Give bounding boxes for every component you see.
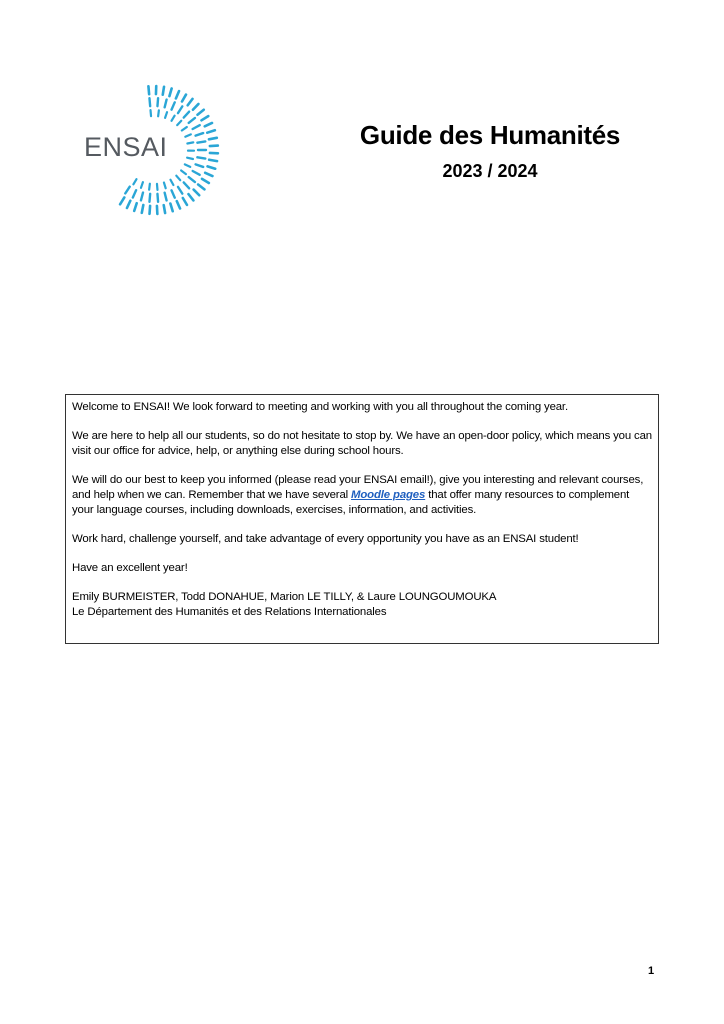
logo-ray (177, 201, 180, 208)
page-year: 2023 / 2024 (442, 161, 538, 181)
logo-ray (149, 184, 150, 190)
logo-ray (205, 123, 212, 126)
logo-ray (170, 204, 172, 212)
logo-ray (133, 179, 136, 184)
logo-ray (183, 198, 187, 205)
logo-ray (165, 193, 167, 201)
logo-ray (151, 110, 152, 116)
logo-ray (181, 170, 186, 174)
logo-ray (141, 182, 143, 188)
logo-ray (177, 121, 181, 125)
logo-ray (158, 110, 159, 116)
logo-ray (164, 183, 166, 189)
welcome-paragraph-1: Welcome to ENSAI! We look forward to meeting and working with you all throughout the coming year. (72, 401, 568, 413)
page-title: Guide des Humanités (359, 120, 621, 150)
logo-ray (193, 104, 199, 110)
logo-ray (201, 116, 208, 120)
logo-ray (209, 138, 217, 140)
logo-ray (157, 194, 158, 202)
logo-ray (185, 164, 190, 167)
logo-ray (197, 141, 205, 142)
logo-ray (208, 166, 216, 168)
logo-ray (184, 182, 189, 188)
logo-ray (176, 91, 179, 98)
welcome-paragraph-5: Have an excellent year! (72, 562, 188, 574)
signature-department: Le Département des Humanités et des Relations Internationales (72, 606, 387, 618)
paragraph-3-text-end: that offer many resources to complement your language courses, including downloads, exercises, information, and activities. (72, 489, 630, 516)
logo-ray (182, 127, 187, 130)
logo-ray (169, 88, 171, 96)
logo-ray (120, 197, 124, 204)
logo-ray (198, 110, 204, 115)
logo-ray (142, 205, 144, 213)
logo-ray (149, 98, 150, 106)
logo-ray (197, 157, 205, 158)
welcome-paragraph-2: We are here to help all our students, so do not hesitate to stop by. We have an open-door policy, which means you can visit our office for advice, help, or anything else during school hours. (72, 430, 652, 457)
logo-ray (163, 87, 164, 95)
logo-ray (209, 160, 217, 161)
logo-ray (185, 134, 191, 136)
logo-ray (178, 106, 182, 113)
logo-ray (189, 118, 195, 123)
logo-ray (127, 201, 130, 208)
signature (72, 590, 652, 620)
logo-ray (188, 99, 193, 105)
logo-ray (125, 187, 129, 194)
logo-text: ENSAI (84, 132, 168, 162)
paragraph-3-text-start: We will do our best to keep you informed (please read your ENSAI email!), give you interesting and relevant courses, and help when we can. Remember that we have several (72, 474, 644, 501)
logo-ray (210, 146, 218, 147)
logo-ray (149, 194, 150, 202)
logo-ray (172, 102, 175, 109)
logo-ray (202, 179, 209, 183)
logo-ray (133, 190, 136, 197)
logo-ray (141, 193, 143, 201)
moodle-pages-link[interactable]: Moodle pages (351, 489, 426, 501)
logo-ray (176, 176, 180, 181)
logo-ray (172, 190, 175, 197)
welcome-box (65, 394, 659, 644)
logo-ray (164, 205, 165, 213)
logo-ray (184, 112, 189, 118)
logo-ray (178, 187, 182, 194)
signature-names: Emily BURMEISTER, Todd DONAHUE, Marion LE TILLY, & Laure LOUNGOUMOUKA (72, 591, 497, 603)
logo-ray (205, 173, 212, 176)
logo-ray (157, 184, 158, 190)
logo-ray (193, 125, 200, 129)
logo-ray (188, 194, 193, 200)
logo-ray (170, 180, 173, 185)
logo-ray (148, 86, 149, 94)
logo-ray (207, 130, 215, 132)
logo-ray (187, 142, 193, 143)
logo-ray (165, 100, 167, 108)
logo-ray (150, 206, 151, 214)
logo-ray (134, 203, 136, 211)
page-number: 1 (648, 965, 655, 977)
logo-ray (196, 133, 204, 136)
logo-ray (193, 171, 200, 175)
logo-ray (196, 164, 204, 167)
ensai-logo (82, 84, 232, 220)
welcome-paragraph-4: Work hard, challenge yourself, and take advantage of every opportunity you have as an ENSAI student! (72, 533, 579, 545)
logo-ray (189, 177, 195, 182)
logo-ray (198, 184, 204, 189)
logo-ray (157, 98, 158, 106)
logo-ray (182, 95, 186, 102)
logo-ray (194, 190, 200, 196)
welcome-paragraph-3 (72, 473, 652, 518)
logo-ray (172, 116, 175, 121)
logo-ray (187, 158, 193, 159)
logo-ray (165, 112, 167, 118)
